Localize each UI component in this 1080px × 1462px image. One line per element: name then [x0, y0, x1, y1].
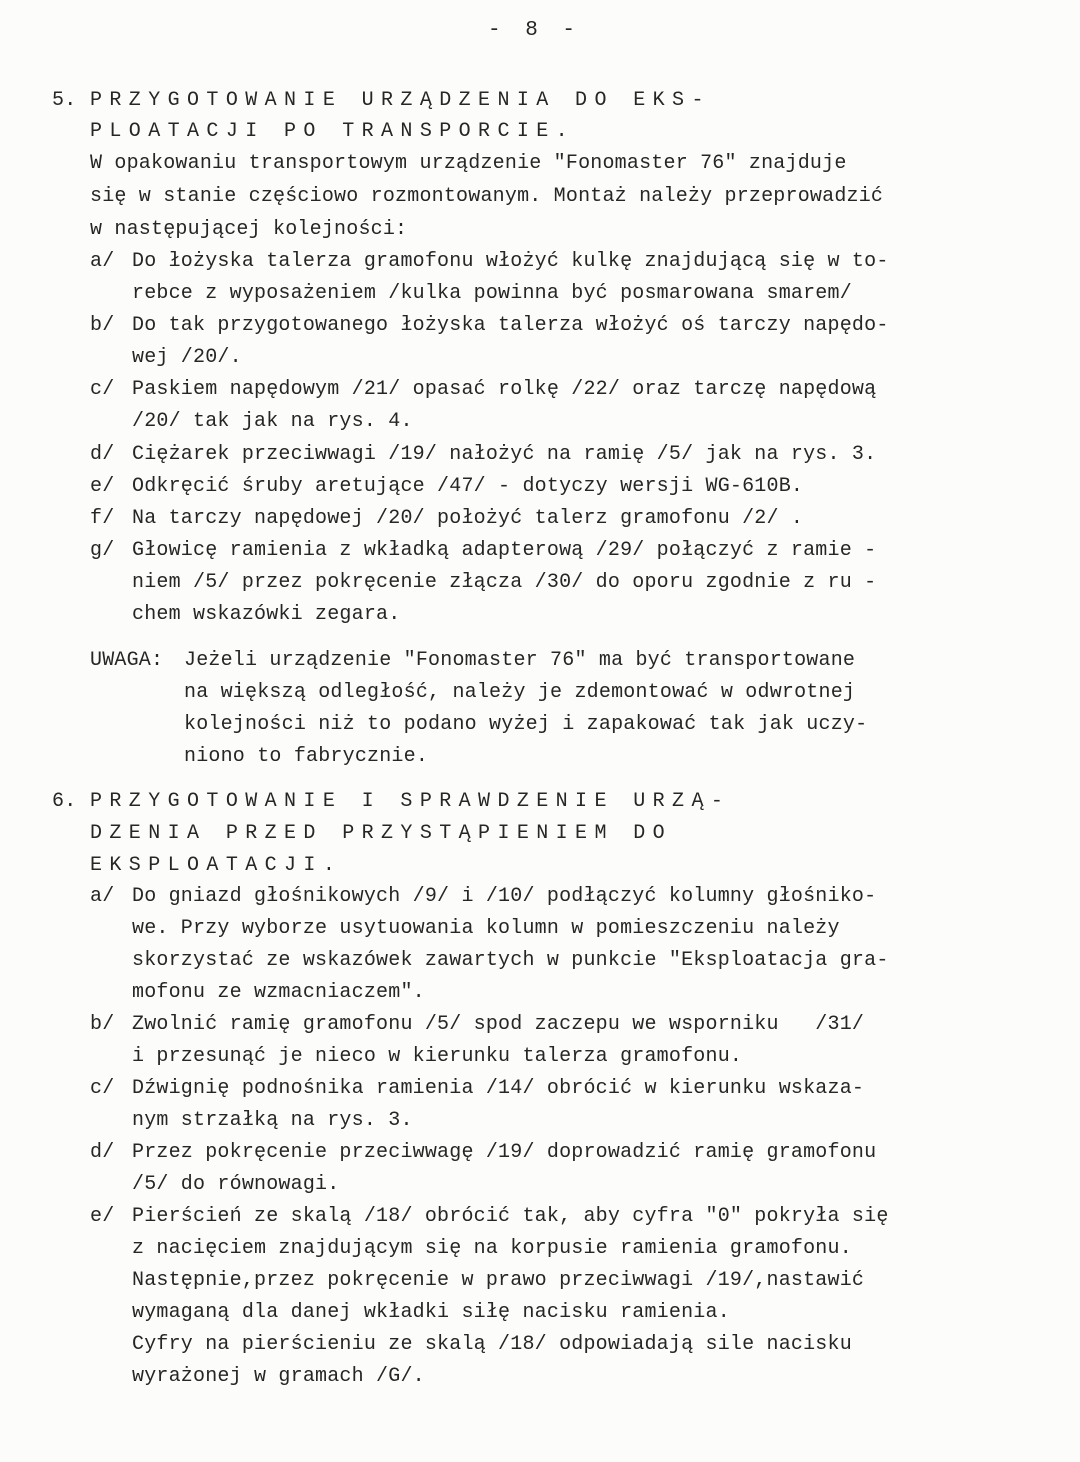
list-item-marker: c/	[90, 1077, 115, 1100]
list-item-marker: f/	[90, 507, 115, 530]
section-5-intro: W opakowaniu transportowym urządzenie "Fonomaster 76" znajduje	[90, 152, 847, 175]
list-item-text: Do łożyska talerza gramofonu włożyć kulkę znajdującą się w to-	[132, 250, 889, 273]
page-number: - 8 -	[488, 19, 582, 42]
section-6-number: 6.	[52, 790, 77, 813]
list-item-marker: g/	[90, 539, 115, 562]
list-item-text: Następnie,przez pokręcenie w prawo przeciwwagi /19/,nastawić	[132, 1269, 865, 1292]
list-item-text: Do tak przygotowanego łożyska talerza włożyć oś tarczy napędo-	[132, 314, 889, 337]
list-item-marker: d/	[90, 443, 115, 466]
list-item-text: i przesunąć je nieco w kierunku talerza gramofonu.	[132, 1045, 743, 1068]
list-item-text: Na tarczy napędowej /20/ położyć talerz gramofonu /2/ .	[132, 507, 804, 530]
list-item-text: Paskiem napędowym /21/ opasać rolkę /22/ oraz tarczę napędową	[132, 378, 877, 401]
list-item-text: z nacięciem znajdującym się na korpusie ramienia gramofonu.	[132, 1237, 852, 1260]
list-item-text: wej /20/.	[132, 346, 242, 369]
list-item-text: Przez pokręcenie przeciwwagę /19/ doprowadzić ramię gramofonu	[132, 1141, 877, 1164]
section-6-heading: PRZYGOTOWANIE I SPRAWDZENIE URZĄ-	[90, 790, 731, 813]
list-item-marker: d/	[90, 1141, 115, 1164]
list-item-text: mofonu ze wzmacniaczem".	[132, 981, 425, 1004]
list-item-text: Głowicę ramienia z wkładką adapterową /29/ połączyć z ramie -	[132, 539, 877, 562]
section-5-heading: PLOATACJI PO TRANSPORCIE.	[90, 120, 576, 143]
list-item-marker: a/	[90, 885, 115, 908]
section-5-intro: w następującej kolejności:	[90, 218, 408, 241]
section-5-intro: się w stanie częściowo rozmontowanym. Montaż należy przeprowadzić	[90, 185, 884, 208]
list-item-marker: e/	[90, 1205, 115, 1228]
list-item-text: /20/ tak jak na rys. 4.	[132, 410, 413, 433]
list-item-text: we. Przy wyborze usytuowania kolumn w pomieszczeniu należy	[132, 917, 840, 940]
list-item-text: wyrażonej w gramach /G/.	[132, 1365, 425, 1388]
section-5-heading: PRZYGOTOWANIE URZĄDZENIA DO EKS-	[90, 89, 711, 112]
section-6-heading: EKSPLOATACJI.	[90, 854, 343, 877]
section-5-number: 5.	[52, 89, 77, 112]
note-text: niono to fabrycznie.	[184, 745, 429, 768]
list-item-text: Cyfry na pierścieniu ze skalą /18/ odpowiadają sile nacisku	[132, 1333, 852, 1356]
list-item-marker: a/	[90, 250, 115, 273]
list-item-marker: b/	[90, 1013, 115, 1036]
list-item-text: nym strzałką na rys. 3.	[132, 1109, 413, 1132]
list-item-marker: c/	[90, 378, 115, 401]
list-item-text: Ciężarek przeciwwagi /19/ nałożyć na ramię /5/ jak na rys. 3.	[132, 443, 877, 466]
note-text: na większą odległość, należy je zdemontować w odwrotnej	[184, 681, 856, 704]
list-item-text: Dźwignię podnośnika ramienia /14/ obrócić w kierunku wskaza-	[132, 1077, 865, 1100]
list-item-text: Odkręcić śruby aretujące /47/ - dotyczy wersji WG-610B.	[132, 475, 804, 498]
list-item-marker: b/	[90, 314, 115, 337]
list-item-marker: e/	[90, 475, 115, 498]
list-item-text: Do gniazd głośnikowych /9/ i /10/ podłączyć kolumny głośniko-	[132, 885, 877, 908]
list-item-text: Pierścień ze skalą /18/ obrócić tak, aby cyfra "0" pokryła się	[132, 1205, 889, 1228]
note-text: Jeżeli urządzenie "Fonomaster 76" ma być transportowane	[184, 649, 856, 672]
list-item-text: chem wskazówki zegara.	[132, 603, 401, 626]
list-item-text: /5/ do równowagi.	[132, 1173, 340, 1196]
list-item-text: niem /5/ przez pokręcenie złącza /30/ do oporu zgodnie z ru -	[132, 571, 877, 594]
list-item-text: rebce z wyposażeniem /kulka powinna być posmarowana smarem/	[132, 282, 852, 305]
list-item-text: skorzystać ze wskazówek zawartych w punkcie "Eksploatacja gra-	[132, 949, 889, 972]
note-text: kolejności niż to podano wyżej i zapakować tak jak uczy-	[184, 713, 868, 736]
list-item-text: wymaganą dla danej wkładki siłę nacisku ramienia.	[132, 1301, 730, 1324]
section-6-heading: DZENIA PRZED PRZYSTĄPIENIEM DO	[90, 822, 673, 845]
list-item-text: Zwolnić ramię gramofonu /5/ spod zaczepu we wsporniku /31/	[132, 1013, 865, 1036]
note-label: UWAGA:	[90, 649, 164, 672]
